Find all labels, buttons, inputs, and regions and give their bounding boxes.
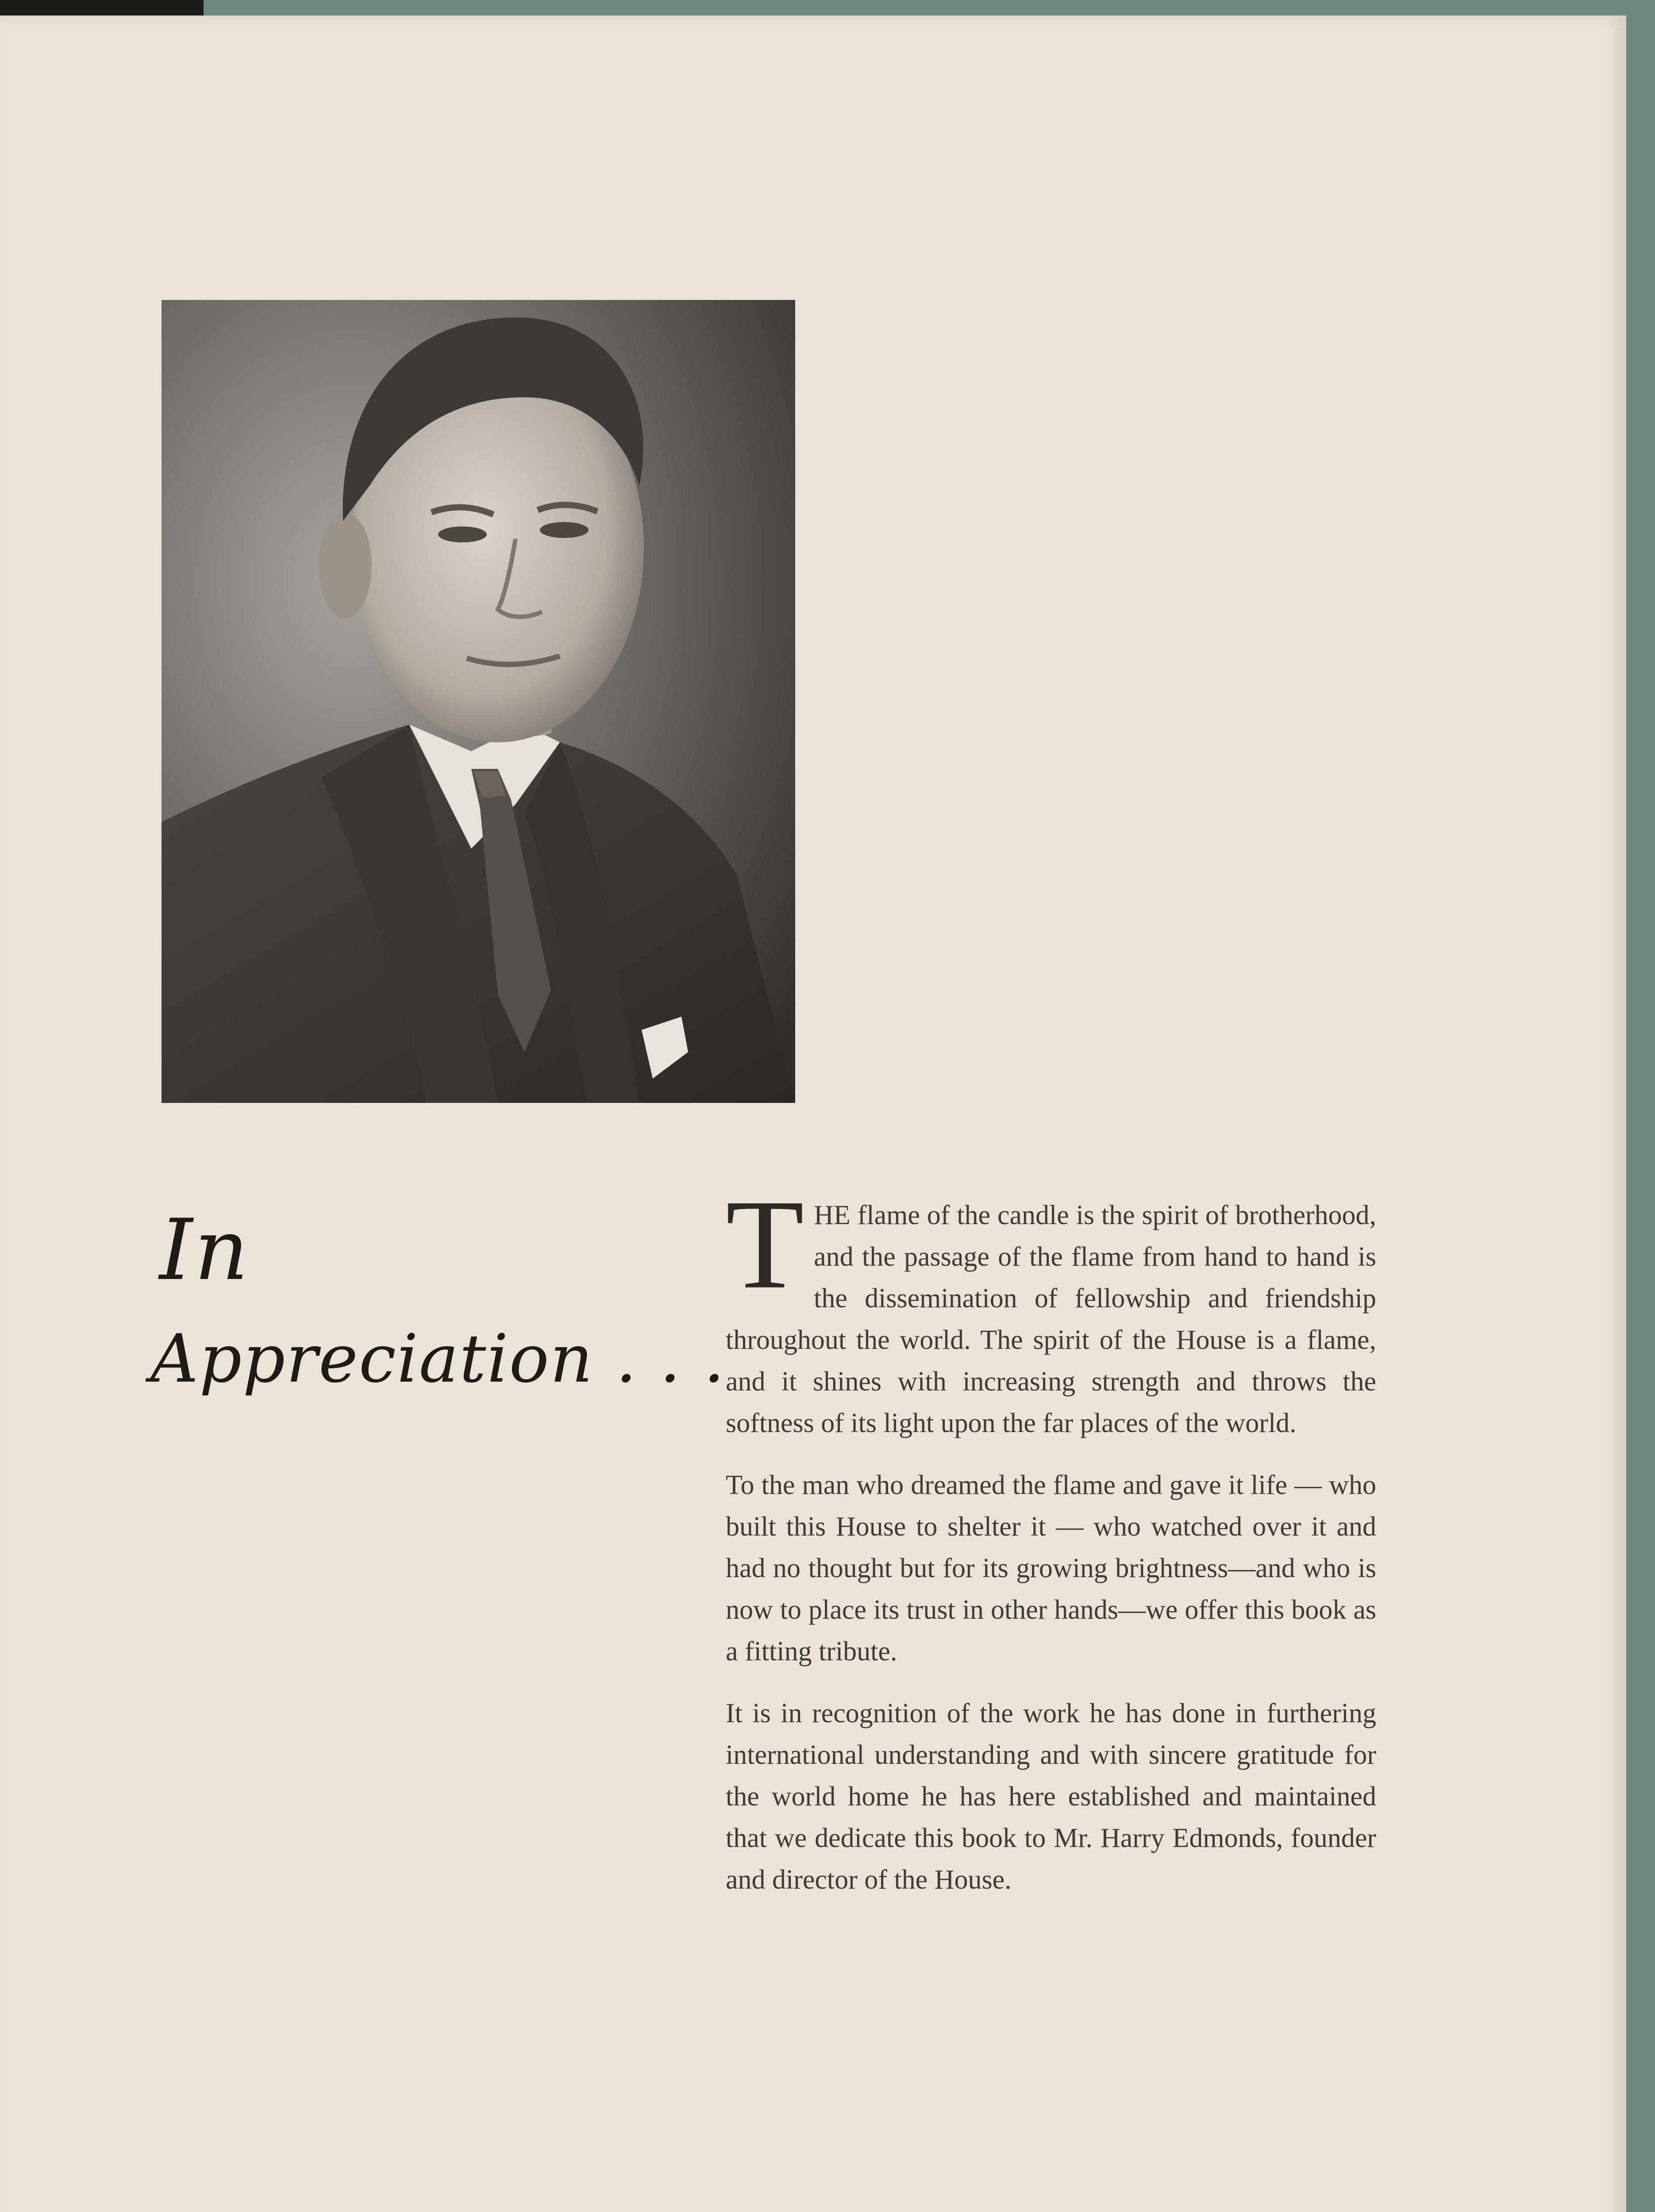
paragraph-1-text: HE flame of the candle is the spirit of brotherhood, and the passage of the flame from hand to hand is the dissemination of fellowship and friendship throughout the world. The spirit of the House is a flame, and it shines with increasing strength and throws the softness of its light upon the far places of the world.	[726, 1200, 1376, 1438]
paragraph-3: It is in recognition of the work he has done in furthering international understanding and with sincere gratitude for the world home he has here established and maintained that we dedicate this book to Mr. Harry Edmonds, founder and director of the House.	[726, 1698, 1376, 1895]
dedication-text	[726, 1173, 1376, 1921]
paragraph-1	[726, 1173, 1376, 1444]
book-page	[0, 15, 1626, 2212]
drop-cap: T	[726, 1173, 804, 1315]
dedication-heading	[150, 1201, 726, 1431]
heading-line-in: In	[159, 1201, 250, 1299]
paragraph-2: To the man who dreamed the flame and gave it life — who built this House to shelter it — who watched over it and had no thought but for its growing brightness—and who is now to place its trust in other hands—we offer this book as a fitting tribute.	[726, 1470, 1376, 1667]
portrait-photo	[162, 300, 795, 1103]
heading-line-appreciation: Appreciation . . .	[150, 1321, 726, 1398]
portrait-illustration	[162, 300, 795, 1103]
binding-strip-top	[0, 0, 204, 15]
